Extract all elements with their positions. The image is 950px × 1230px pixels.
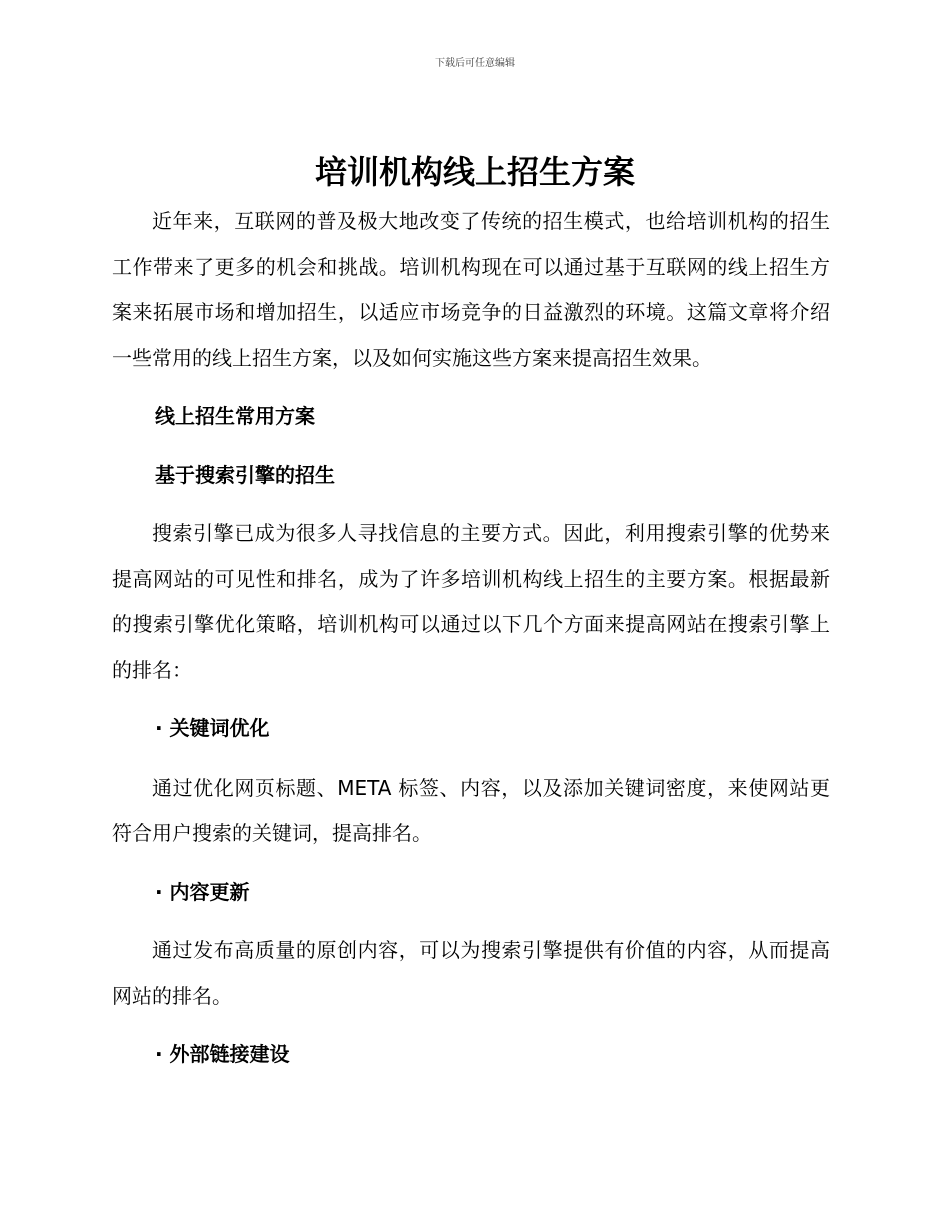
intro-paragraph: 近年来，互联网的普及极大地改变了传统的招生模式，也给培训机构的招生工作带来了更多的机会和挑战。培训机构现在可以通过基于互联网的线上招生方案来拓展市场和增加招生，以适应市场竞争的日益激烈的环境。这篇文章将介绍一些常用的线上招生方案，以及如何实施这些方案来提高招生效果。 [112,209,830,370]
keyword-opt-paragraph: 通过优化网页标题、META 标签、内容，以及添加关键词密度，来使网站更符合用户搜索的关键词，提高排名。 [112,775,830,845]
search-engine-paragraph: 搜索引擎已成为很多人寻找信息的主要方式。因此，利用搜索引擎的优势来提高网站的可见性和排名，成为了许多培训机构线上招生的主要方案。根据最新的搜索引擎优化策略，培训机构可以通过以下几个方面来提高网站在搜索引擎上的排名： [112,521,830,682]
content-update-paragraph: 通过发布高质量的原创内容，可以为搜索引擎提供有价值的内容，从而提高网站的排名。 [112,938,830,1008]
bullet-heading-keyword-opt: · 关键词优化 [155,716,270,740]
document-body [112,199,830,1078]
section-heading-common-plans: 线上招生常用方案 [155,404,315,428]
header-note: 下载后可任意编辑 [435,58,515,69]
bullet-heading-external-links: · 外部链接建设 [155,1042,290,1066]
bullet-heading-content-update: · 内容更新 [155,879,250,904]
document-title: 培训机构线上招生方案 [314,153,635,191]
subsection-heading-search-engine: 基于搜索引擎的招生 [155,462,335,487]
